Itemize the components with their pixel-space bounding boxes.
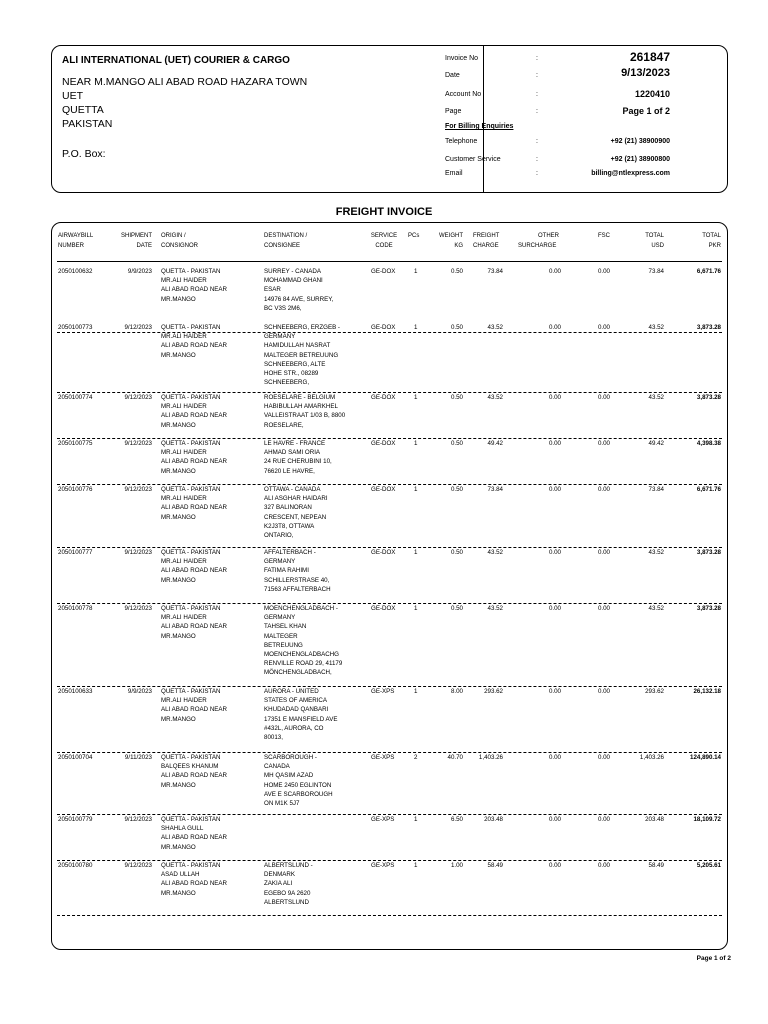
account-row (445, 88, 670, 102)
cell-line: KHUDADAD QANBARI (264, 706, 329, 714)
cell-dest (264, 485, 328, 540)
cell-line: ONTARIO, (264, 532, 294, 540)
cell-pcs: 1 (414, 486, 418, 493)
cell-line: DENMARK (264, 871, 295, 879)
cell-line: HOME 2450 EGLINTON (264, 781, 332, 789)
cell-service: GE-DOX (371, 486, 396, 493)
cell-line: QUETTA - PAKISTAN (161, 549, 221, 556)
colon: : (536, 170, 538, 177)
cell-line: GERMANY (264, 558, 296, 566)
cell-line: SCHNEEBERG, (264, 379, 310, 387)
cell-line: MR.ALI HAIDER (161, 697, 207, 705)
cell-other: 0.00 (548, 440, 561, 447)
cell-line: ALI ABAD ROAD NEAR (161, 286, 228, 294)
company-name: ALI INTERNATIONAL (UET) COURIER & CARGO (62, 55, 290, 66)
invoice-no-value: 261847 (629, 50, 670, 64)
cell-pkr: 4,398.38 (696, 440, 721, 447)
cell-usd: 43.52 (648, 394, 664, 401)
customer-service-row (445, 153, 670, 167)
cell-line: SURREY - CANADA (264, 268, 321, 275)
cell-awb: 2050100777 (58, 549, 93, 556)
po-box: P.O. Box: (62, 148, 106, 160)
cell-fsc: 0.00 (597, 440, 610, 447)
colon: : (536, 138, 538, 145)
cell-other: 0.00 (548, 816, 561, 823)
cell-usd: 43.52 (648, 605, 664, 612)
cell-service: GE-XPS (371, 754, 395, 761)
cell-awb: 2050100632 (58, 268, 93, 275)
cell-line: MR.MANGO (161, 715, 196, 723)
cell-line: CRESCENT, NEPEAN (264, 513, 327, 521)
cell-service: GE-XPS (371, 862, 395, 869)
cell-freight: 43.52 (487, 394, 503, 401)
cell-weight: 8.00 (450, 688, 463, 695)
address-line-1: NEAR M.MANGO ALI ABAD ROAD HAZARA TOWN (62, 76, 308, 88)
cell-pkr: 6,671.76 (696, 268, 721, 275)
invoice-table (51, 222, 728, 950)
account-label: Account No (445, 91, 482, 98)
cell-awb: 2050100773 (58, 324, 93, 331)
cell-origin (161, 485, 227, 522)
cell-dest (264, 604, 342, 678)
cell-origin (161, 604, 227, 641)
cell-line: 24 RUE CHERUBINI 10, (264, 458, 332, 466)
cell-usd: 58.49 (648, 862, 664, 869)
cell-line: MR.MANGO (161, 781, 196, 789)
cell-origin (161, 687, 227, 724)
cell-usd: 1,403.26 (639, 754, 664, 761)
table-row (52, 815, 727, 861)
cell-line: ROESELARE - BELGIUM (264, 394, 336, 401)
cell-fsc: 0.00 (597, 754, 610, 761)
cell-other: 0.00 (548, 605, 561, 612)
cell-line: ALI ABAD ROAD NEAR (161, 412, 228, 420)
telephone-value: +92 (21) 38900900 (610, 138, 670, 145)
table-row (52, 485, 727, 548)
cell-line: MR.MANGO (161, 889, 196, 897)
cell-pcs: 1 (414, 394, 418, 401)
cell-line: AVE E SCARBOROUGH (264, 790, 333, 798)
cell-line: ON M1K 5J7 (264, 800, 300, 808)
cell-line: OTTAWA - CANADA (264, 486, 321, 493)
cell-other: 0.00 (548, 394, 561, 401)
cell-other: 0.00 (548, 549, 561, 556)
cell-line: QUETTA - PAKISTAN (161, 688, 221, 695)
cell-dest (264, 687, 337, 742)
cell-line: QUETTA - PAKISTAN (161, 862, 221, 869)
cell-dest (264, 548, 331, 594)
cell-line: AFFALTERBACH - (264, 549, 316, 556)
cell-line: SHAHLA GULL (161, 825, 204, 833)
col-header-origin: ORIGIN / CONSIGNOR (161, 233, 199, 249)
cell-usd: 43.52 (648, 324, 664, 331)
cell-line: ALI ABAD ROAD NEAR (161, 458, 228, 466)
cell-line: SCHNEEBERG, ERZGEB - (264, 324, 340, 331)
col-header-service-code: SERVICE CODE (370, 233, 398, 249)
cell-awb: 2050100633 (58, 688, 93, 695)
cell-origin (161, 439, 227, 476)
page-value: Page 1 of 2 (622, 106, 670, 116)
cell-line: ASAD ULLAH (161, 871, 200, 879)
cell-date: 9/12/2023 (124, 440, 152, 447)
cell-line: MR.ALI HAIDER (161, 333, 207, 341)
cell-line: BC V3S 2M6, (264, 304, 302, 312)
cell-service: GE-XPS (371, 816, 395, 823)
address-line-4: PAKISTAN (62, 118, 113, 130)
cell-origin (161, 861, 227, 898)
cell-weight: 40.70 (447, 754, 463, 761)
cell-line: QUETTA - PAKISTAN (161, 605, 221, 612)
cell-usd: 293.62 (645, 688, 664, 695)
cell-fsc: 0.00 (597, 549, 610, 556)
cell-line: ZAKIA ALI (264, 880, 293, 888)
cell-service: GE-DOX (371, 549, 396, 556)
cell-line: 17351 E MANSFIELD AVE (264, 715, 338, 723)
cell-freight: 1,403.26 (478, 754, 503, 761)
cell-usd: 73.84 (648, 268, 664, 275)
date-value: 9/13/2023 (621, 67, 670, 79)
cell-pcs: 1 (414, 268, 418, 275)
cell-pcs: 1 (414, 862, 418, 869)
cell-line: MOHAMMAD GHANI (264, 277, 323, 285)
cell-line: QUETTA - PAKISTAN (161, 816, 221, 823)
cell-date: 9/12/2023 (124, 486, 152, 493)
cell-line: 14976 84 AVE, SURREY, (264, 295, 334, 303)
cell-service: GE-DOX (371, 605, 396, 612)
colon: : (536, 108, 538, 115)
cell-weight: 0.50 (450, 324, 463, 331)
cell-freight: 43.52 (487, 605, 503, 612)
date-row (445, 69, 670, 83)
cell-awb: 2050100775 (58, 440, 93, 447)
cell-line: SCHILLERSTRASE 40, (264, 576, 330, 584)
invoice-no-row (445, 52, 670, 66)
cell-dest (264, 267, 333, 313)
cell-line: MR.ALI HAIDER (161, 449, 207, 457)
cell-date: 9/9/2023 (127, 268, 152, 275)
cell-usd: 43.52 (648, 549, 664, 556)
cell-origin (161, 815, 227, 852)
telephone-label: Telephone (445, 138, 478, 145)
cell-dest (264, 323, 340, 387)
cell-pkr: 3,873.28 (696, 324, 721, 331)
cell-freight: 43.52 (487, 324, 503, 331)
cell-date: 9/12/2023 (124, 394, 152, 401)
cell-fsc: 0.00 (597, 688, 610, 695)
cell-line: GERMANY (264, 333, 296, 341)
page-row (445, 105, 670, 119)
footer-page-number: Page 1 of 2 (696, 955, 731, 962)
cell-line: MALTEGER (264, 632, 298, 640)
cell-origin (161, 548, 227, 585)
cell-pkr: 3,873.28 (696, 549, 721, 556)
cell-line: 76620 LE HAVRE, (264, 467, 315, 475)
telephone-row (445, 135, 670, 149)
cell-weight: 0.50 (450, 440, 463, 447)
cell-service: GE-XPS (371, 688, 395, 695)
cell-line: LE HAVRE - FRANCE (264, 440, 326, 447)
cell-line: ALI ABAD ROAD NEAR (161, 706, 228, 714)
email-row (445, 167, 670, 181)
col-header-airwaybill: AIRWAYBILL NUMBER (58, 233, 94, 249)
colon: : (536, 91, 538, 98)
cell-date: 9/12/2023 (124, 605, 152, 612)
cell-pcs: 1 (414, 605, 418, 612)
cell-line: 327 BALINORAN (264, 504, 312, 512)
customer-service-label: Customer Service (445, 156, 501, 163)
cell-line: CANADA (264, 763, 290, 771)
cell-line: MR.MANGO (161, 513, 196, 521)
cell-line: VALLEISTRAAT 1/03 B, 8800 (264, 412, 346, 420)
cell-pkr: 6,671.76 (696, 486, 721, 493)
cell-awb: 2050100779 (58, 816, 93, 823)
col-header-total-usd: TOTAL USD (645, 233, 664, 249)
cell-freight: 73.84 (487, 486, 503, 493)
cell-freight: 203.48 (484, 816, 503, 823)
cell-usd: 73.84 (648, 486, 664, 493)
cell-line: ROESELARE, (264, 421, 304, 429)
cell-line: ALI ASGHAR HAIDARI (264, 495, 328, 503)
table-row (52, 439, 727, 485)
cell-line: AHMAD SAMI ORIA (264, 449, 321, 457)
cell-fsc: 0.00 (597, 268, 610, 275)
account-value: 1220410 (634, 89, 670, 99)
cell-line: GERMANY (264, 614, 296, 622)
cell-line: ESAR (264, 286, 281, 294)
cell-line: TAHSEL KHAN (264, 623, 307, 631)
cell-line: STATES OF AMERICA (264, 697, 328, 705)
cell-line: QUETTA - PAKISTAN (161, 440, 221, 447)
cell-line: MOENCHENGLADBACH - (264, 605, 338, 612)
cell-date: 9/12/2023 (124, 549, 152, 556)
cell-service: GE-DOX (371, 394, 396, 401)
cell-line: ALI ABAD ROAD NEAR (161, 623, 228, 631)
cell-pkr: 3,873.28 (696, 605, 721, 612)
cell-date: 9/12/2023 (124, 816, 152, 823)
table-row (52, 393, 727, 439)
cell-pcs: 2 (414, 754, 418, 761)
col-header-other: OTHER SURCHARGE (518, 233, 559, 249)
colon: : (536, 156, 538, 163)
cell-line: QUETTA - PAKISTAN (161, 486, 221, 493)
cell-fsc: 0.00 (597, 394, 610, 401)
cell-service: GE-DOX (371, 440, 396, 447)
invoice-no-label: Invoice No (445, 55, 479, 62)
cell-line: AURORA - UNITED (264, 688, 319, 695)
colon: : (536, 72, 538, 79)
cell-date: 9/9/2023 (127, 688, 152, 695)
email-label: Email (445, 170, 463, 177)
email-value: billing@ntlexpress.com (591, 170, 670, 177)
cell-origin (161, 267, 227, 304)
cell-origin (161, 393, 227, 430)
cell-freight: 49.42 (487, 440, 503, 447)
col-header-weight: WEIGHT KG (439, 233, 463, 249)
cell-freight: 58.49 (487, 862, 503, 869)
cell-line: FATIMA RAHIMI (264, 567, 309, 575)
col-header-shipment-date: SHIPMENT DATE (120, 233, 152, 249)
cell-fsc: 0.00 (597, 486, 610, 493)
cell-line: MR.ALI HAIDER (161, 495, 207, 503)
cell-pkr: 3,873.28 (696, 394, 721, 401)
billing-enquiries-heading: For Billing Enquiries (445, 123, 514, 130)
cell-other: 0.00 (548, 486, 561, 493)
cell-dest (264, 753, 333, 808)
cell-line: QUETTA - PAKISTAN (161, 268, 221, 275)
colon: : (536, 55, 538, 62)
cell-line: ALI ABAD ROAD NEAR (161, 880, 228, 888)
cell-line: MR.MANGO (161, 632, 196, 640)
cell-line: SCARBOROUGH - (264, 754, 317, 761)
cell-line: HAMIDULLAH NASRAT (264, 342, 331, 350)
cell-usd: 203.48 (645, 816, 664, 823)
cell-pcs: 1 (414, 816, 418, 823)
col-header-pcs: PCs (408, 233, 420, 239)
cell-pcs: 1 (414, 440, 418, 447)
cell-line: MOENCHENGLADBACHG (264, 651, 339, 659)
cell-awb: 2050100776 (58, 486, 93, 493)
cell-line: ALI ABAD ROAD NEAR (161, 504, 228, 512)
cell-line: MR.ALI HAIDER (161, 277, 207, 285)
cell-pcs: 1 (414, 324, 418, 331)
cell-other: 0.00 (548, 324, 561, 331)
cell-usd: 49.42 (648, 440, 664, 447)
cell-fsc: 0.00 (597, 324, 610, 331)
cell-line: MR.MANGO (161, 843, 196, 851)
cell-line: MR.MANGO (161, 351, 196, 359)
cell-line: QUETTA - PAKISTAN (161, 754, 221, 761)
cell-weight: 0.50 (450, 605, 463, 612)
cell-other: 0.00 (548, 688, 561, 695)
cell-other: 0.00 (548, 862, 561, 869)
cell-freight: 43.52 (487, 549, 503, 556)
cell-awb: 2050100774 (58, 394, 93, 401)
cell-service: GE-DOX (371, 268, 396, 275)
cell-line: ALI ABAD ROAD NEAR (161, 342, 228, 350)
cell-line: MH QASIM AZAD (264, 772, 314, 780)
address-line-2: UET (62, 90, 83, 102)
cell-pkr: 5,205.61 (696, 862, 721, 869)
cell-fsc: 0.00 (597, 816, 610, 823)
date-label: Date (445, 72, 460, 79)
cell-line: MR.ALI HAIDER (161, 403, 207, 411)
cell-pkr: 26,132.18 (693, 688, 721, 695)
cell-origin (161, 753, 227, 790)
cell-line: SCHNEEBERG, ALTE (264, 360, 326, 368)
cell-freight: 293.62 (484, 688, 503, 695)
header-rule (57, 261, 722, 262)
cell-line: ALBERTSLUND (264, 898, 309, 906)
cell-line: MR.MANGO (161, 421, 196, 429)
cell-line: ALI ABAD ROAD NEAR (161, 834, 228, 842)
table-row (52, 548, 727, 604)
col-header-total-pkr: TOTAL PKR (702, 233, 721, 249)
cell-line: BALQEES KHANUM (161, 763, 219, 771)
col-header-freight: FREIGHT CHARGE (473, 233, 500, 249)
cell-weight: 6.50 (450, 816, 463, 823)
cell-service: GE-DOX (371, 324, 396, 331)
table-row (52, 323, 727, 393)
cell-weight: 1.00 (450, 862, 463, 869)
cell-awb: 2050100704 (58, 754, 93, 761)
cell-origin (161, 323, 227, 360)
customer-service-value: +92 (21) 38900800 (610, 156, 670, 163)
cell-line: 80013, (264, 734, 283, 742)
cell-dest (264, 439, 332, 476)
cell-other: 0.00 (548, 268, 561, 275)
cell-weight: 0.50 (450, 549, 463, 556)
cell-line: MALTEGER BETREUUNG (264, 351, 339, 359)
table-row (52, 687, 727, 753)
cell-line: ALI ABAD ROAD NEAR (161, 772, 228, 780)
cell-line: QUETTA - PAKISTAN (161, 324, 221, 331)
cell-weight: 0.50 (450, 394, 463, 401)
cell-date: 9/12/2023 (124, 324, 152, 331)
cell-line: 71563 AFFALTERBACH (264, 585, 331, 593)
address-line-3: QUETTA (62, 104, 104, 116)
cell-pkr: 18,109.72 (693, 816, 721, 823)
cell-line: BETREUUNG (264, 641, 303, 649)
cell-awb: 2050100778 (58, 605, 93, 612)
table-row (52, 861, 727, 916)
cell-date: 9/12/2023 (124, 862, 152, 869)
cell-line: #432L, AURORA, CO (264, 724, 324, 732)
cell-line: MR.MANGO (161, 295, 196, 303)
cell-pcs: 1 (414, 688, 418, 695)
cell-pcs: 1 (414, 549, 418, 556)
cell-line: EGEBO 9A 2620 (264, 889, 311, 897)
page-label: Page (445, 108, 462, 115)
cell-date: 9/11/2023 (124, 754, 152, 761)
cell-fsc: 0.00 (597, 605, 610, 612)
cell-freight: 73.84 (487, 268, 503, 275)
cell-line: K2J3T8, OTTAWA (264, 522, 315, 530)
table-row (52, 604, 727, 687)
cell-dest (264, 861, 313, 907)
cell-fsc: 0.00 (597, 862, 610, 869)
cell-line: MR.MANGO (161, 576, 196, 584)
cell-line: MR.ALI HAIDER (161, 614, 207, 622)
cell-line: HOHE STR., 08289 (264, 370, 319, 378)
cell-dest (264, 393, 345, 430)
cell-line: ALBERTSLUND - (264, 862, 313, 869)
cell-line: MR.MANGO (161, 467, 196, 475)
col-header-fsc: FSC (598, 233, 610, 239)
cell-line: ALI ABAD ROAD NEAR (161, 567, 228, 575)
cell-other: 0.00 (548, 754, 561, 761)
cell-pkr: 124,890.14 (690, 754, 721, 761)
cell-weight: 0.50 (450, 486, 463, 493)
cell-line: MR.ALI HAIDER (161, 558, 207, 566)
cell-awb: 2050100780 (58, 862, 93, 869)
cell-line: HABIBULLAH AMARKHEL (264, 403, 338, 411)
col-header-destination: DESTINATION / CONSIGNEE (264, 233, 308, 249)
cell-line: MÖNCHENGLADBACH, (264, 669, 332, 677)
page-title: FREIGHT INVOICE (335, 206, 433, 218)
cell-weight: 0.50 (450, 268, 463, 275)
cell-line: RENVILLE ROAD 29, 41179 (264, 660, 343, 668)
table-row (52, 753, 727, 815)
row-separator (57, 915, 722, 916)
cell-line: QUETTA - PAKISTAN (161, 394, 221, 401)
